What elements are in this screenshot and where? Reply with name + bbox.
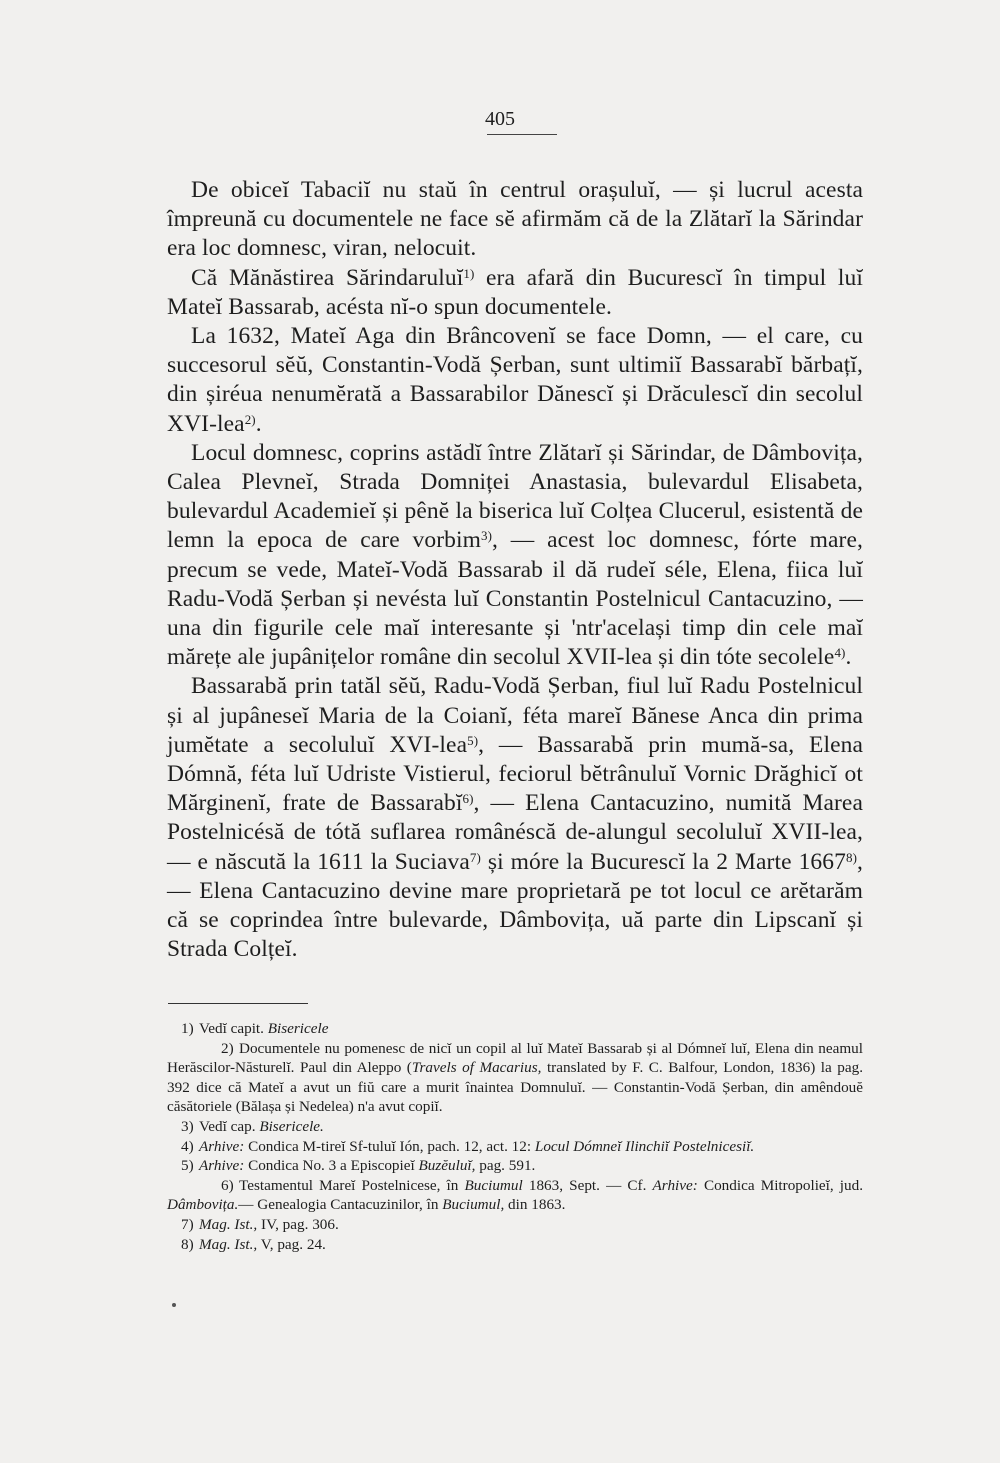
footnote-ref: 5) [467, 732, 479, 748]
footnote-number: 6) [221, 1176, 234, 1194]
footnote-italic: Bisericele [267, 1020, 329, 1037]
footnote-ref: 2) [244, 411, 256, 427]
body-text [167, 176, 863, 964]
paragraph-5 [167, 672, 863, 964]
paragraph-text: Că Mănăstirea Sărindaruluĭ [191, 264, 464, 291]
footnote-text: Condica No. 3 a Episcopieĭ [244, 1157, 419, 1175]
footnote-ref: 1) [463, 265, 475, 281]
footnote-number: 3) [181, 1117, 194, 1135]
footnote-3 [167, 1117, 863, 1137]
footnote-7 [167, 1215, 863, 1235]
paragraph-text: . [845, 644, 852, 671]
footnote-1 [167, 1019, 863, 1039]
footnote-text: IV, pag. 306. [257, 1215, 339, 1233]
footnote-italic: Arhive: [199, 1157, 245, 1175]
footnote-number: 4) [181, 1137, 194, 1155]
footnote-italic: Dâmbovița. [167, 1196, 239, 1214]
paragraph-text: Locul domnesc, coprins astădĭ între Zlătarĭ și Sărindar, de Dâmbovița, Calea Plevneĭ, Strada Domniței Anastasia, bulevardul Elisabeta, bulevardul Academieĭ și pênĕ la biserica luĭ Colțea Clucerul, esistentă de lemn la epoca de care vorbim [167, 439, 863, 554]
footnote-text: pag. 591. [475, 1157, 536, 1175]
footnote-italic: Arhive: [199, 1137, 245, 1155]
footnote-italic: Locul Dómneĭ Ilinchiĭ Postelnicesiĭ. [534, 1137, 755, 1155]
footnote-text: Documentele nu pomenesc de nicĭ un copil al luĭ Mateĭ Bassarab și al Dómneĭ luĭ, Elena din neamul Herăscilor-Năsturelĭ. Paul din Aleppo ( [167, 1039, 863, 1077]
paragraph-text: , — Elena Cantacuzino devine mare proprietară pe tot locul ce arĕtarăm că se coprindea între bulevarde, Dâmbovița, uă parte din Lipscanĭ și Strada Colțeĭ. [167, 848, 863, 963]
paragraph-text: , — Elena Cantacuzino, numită Marea Postelnicésă de tótă suflarea românéscă de-alungul secoluluĭ XVII-lea, — e născută la 1611 la Suciava [167, 790, 863, 875]
footnote-text: 1863, Sept. — Cf. [522, 1176, 653, 1194]
footnote-italic: Buciumul [464, 1176, 523, 1194]
footnote-2 [167, 1039, 863, 1117]
ink-speck [172, 1303, 176, 1307]
paragraph-1 [167, 176, 863, 264]
footnote-italic: Arhive: [652, 1176, 698, 1194]
footnote-italic: Buzĕuluĭ, [418, 1157, 476, 1175]
paragraph-text: , — Bassarabă prin mumă-sa, Elena Dómnă, féta luĭ Udriste Vistierul, feciorul bĕtrânuluĭ Vornic Drăghicĭ ot Mărginenĭ, frate de Bassarabĭ [167, 731, 863, 817]
paragraph-text: și móre la Bucurescĭ la 2 Marte 1667 [480, 848, 846, 875]
paragraph-text: La 1632, Mateĭ Aga din Brâncovenĭ se face Domn, — el care, cu succesorul sĕŭ, Constantin-Vodă Șerban, sunt ultimiĭ Bassarabĭ bărbațĭ, din șiréua nenumĕrată a Bassarabilor Dănescĭ și Drăculescĭ din secolul XVI-lea [167, 323, 863, 437]
paragraph-4 [167, 439, 863, 673]
footnote-text: Vedĭ capit. [199, 1020, 268, 1037]
paragraph-3 [167, 322, 863, 439]
footnote-separator [168, 1003, 308, 1004]
footnote-number: 8) [181, 1235, 194, 1253]
footnote-number: 1) [181, 1020, 194, 1037]
paragraph-text: Bassarabă prin tatăl sĕŭ, Radu-Vodă Șerban, fiul luĭ Radu Postelnicul și al jupâneseĭ Maria de la Coianĭ, féta mareĭ Bănese Anca din prima jumĕtate a secoluluĭ XVI-lea [167, 673, 863, 758]
footnote-number: 2) [221, 1039, 234, 1057]
footnote-4 [167, 1137, 863, 1157]
footnote-8 [167, 1235, 863, 1255]
footnote-5 [167, 1156, 863, 1176]
footnote-italic: Buciumul, [442, 1196, 505, 1214]
footnote-italic: Bisericele. [259, 1117, 324, 1135]
footnote-italic: Mag. Ist., [199, 1235, 258, 1253]
footnotes [167, 1019, 863, 1254]
paragraph-text: era afară din Bucurescĭ în timpul luĭ Mateĭ Bassarab, acésta nĭ-o spun documentele. [167, 264, 863, 320]
footnote-ref: 6) [462, 791, 474, 807]
paragraph-text: De obiceĭ Tabaciĭ nu staŭ în centrul orașuluĭ, — și lucrul acesta împreună cu documentele ne face sĕ afirmăm că de la Zlătarĭ la Sărindar era loc domnesc, viran, nelocuit. [167, 177, 863, 262]
footnote-ref: 4) [834, 645, 846, 661]
footnote-number: 7) [181, 1215, 194, 1233]
paragraph-2 [167, 264, 863, 322]
footnote-text: Condica M-tireĭ Sf-tuluĭ Ión, pach. 12, act. 12: [244, 1137, 535, 1155]
footnote-ref: 3) [480, 528, 493, 544]
footnote-6 [167, 1176, 863, 1215]
footnote-text: Testamentul Mareĭ Postelnicese, în [239, 1176, 465, 1194]
paragraph-text: , — acest loc domnesc, fórte mare, precum se vede, Mateĭ-Vodă Bassarab il dă rudeĭ séle, Elena, fiica luĭ Radu-Vodă Șerban și nevésta luĭ Constantin Postelnicul Cantacuzino, — una din figurile cele maĭ interesante și 'ntr'același timp din cele maĭ mărețe ale jupânițelor române din secolul XVII-lea și din tóte secolele [167, 527, 863, 671]
footnote-number: 5) [181, 1157, 194, 1175]
footnote-text: Vedĭ cap. [199, 1117, 260, 1135]
paragraph-text: . [255, 410, 262, 437]
footnote-text: translated by F. C. Balfour, London, 1836) la pag. 392 dice că Mateĭ a avut un fiŭ care a murit înaintea Domnuluĭ. — Constantin-Vodă Șerban, din amêndouĕ căsătoriele (Bălașa și Nedelea) n'a avut copiĭ. [167, 1059, 863, 1116]
footnote-ref: 7) [469, 849, 481, 865]
footnote-text: V, pag. 24. [257, 1235, 326, 1253]
footnote-text: din 1863. [504, 1196, 566, 1214]
footnote-italic: Travels of Macarius, [411, 1059, 542, 1077]
page-number: 405 [485, 108, 515, 130]
footnote-ref: 8) [845, 849, 858, 865]
page-number-underline [487, 134, 557, 135]
footnote-text: Condica Mitropolieĭ, jud. [697, 1176, 864, 1194]
footnote-italic: Mag. Ist., [199, 1215, 258, 1233]
footnote-text: — Genealogia Cantacuzinilor, în [238, 1196, 443, 1214]
